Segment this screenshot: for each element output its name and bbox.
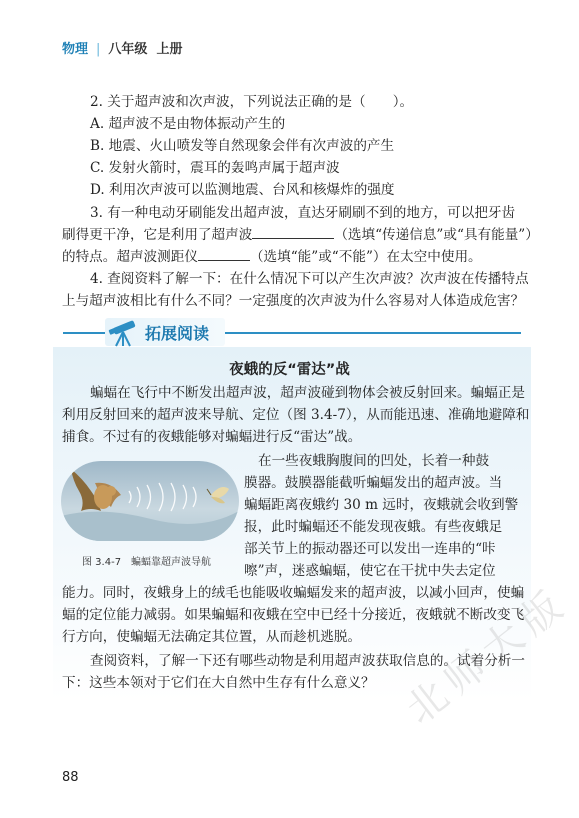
option-d: D. 利用次声波可以监测地震、台风和核爆炸的强度 — [90, 182, 395, 198]
answer-blank-2 — [198, 247, 250, 261]
q3-text-d: （选填“能”或“不能”）在太空中使用。 — [249, 249, 482, 265]
banner-rule-left — [63, 332, 105, 334]
p2-line-4: 报，此时蝙蝠还不能发现夜蛾。有些夜蛾足 — [244, 519, 503, 535]
p2-line-2: 膜器。鼓膜器能截听蝙蝠发出的超声波。当 — [244, 475, 503, 491]
option-a: A. 超声波不是由物体振动产生的 — [90, 116, 286, 132]
p2-line-3: 蝙蝠距离夜蛾约 30 m 远时，夜蛾就会收到警 — [244, 497, 519, 513]
section-label: 拓展阅读 — [145, 324, 210, 343]
p2-line-7: 能力。同时，夜蛾身上的绒毛也能吸收蝙蝠发来的超声波，以减小回声，使蝙 — [62, 585, 525, 601]
subject-label: 物理 — [62, 42, 89, 57]
grade-label: 八年级 — [108, 42, 148, 57]
volume-label: 上册 — [156, 42, 183, 57]
question-3-line-1: 3. 有一种电动牙刷能发出超声波，直达牙刷刷不到的地方，可以把牙齿 — [90, 205, 516, 221]
header-separator: | — [96, 42, 101, 57]
p2-line-8: 蝠的定位能力减弱。如果蝙蝠和夜蛾在空中已经十分接近，夜蛾就不断改变飞 — [62, 607, 525, 623]
figure-caption: 图 3.4-7 蝙蝠靠超声波导航 — [82, 557, 212, 568]
publisher-watermark: 北师大版 — [397, 578, 578, 734]
moth-icon — [207, 487, 229, 503]
option-c: C. 发射火箭时，震耳的轰鸣声属于超声波 — [90, 160, 340, 176]
p3-line-2: 下：这些本领对于它们在大自然中生存有什么意义？ — [62, 675, 375, 691]
bat-icon — [71, 469, 121, 511]
q3-text-b: （选填“传递信息”或“具有能量”） — [334, 227, 539, 243]
bat-ultrasound-illustration — [61, 461, 239, 541]
option-b: B. 地震、火山喷发等自然现象会伴有次声波的产生 — [90, 138, 395, 154]
bat-figure — [61, 461, 239, 541]
p1-line-3: 捕食。不过有的夜蛾能够对蝙蝠进行反“雷达”战。 — [62, 429, 362, 445]
reading-title: 夜蛾的反“雷达”战 — [229, 362, 350, 378]
p3-line-1: 查阅资料，了解一下还有哪些动物是利用超声波获取信息的。试着分析一 — [90, 653, 525, 669]
p2-line-1: 在一些夜蛾胸腹间的凹处，长着一种鼓 — [258, 453, 490, 469]
section-banner — [63, 318, 521, 348]
p2-line-5: 部关节上的振动器还可以发出一连串的“咔 — [244, 541, 496, 557]
telescope-icon — [107, 318, 141, 348]
p1-line-1: 蝙蝠在飞行中不断发出超声波，超声波碰到物体会被反射回来。蝙蝠正是 — [90, 385, 525, 401]
p2-line-6: 嚓”声，迷惑蝙蝠，使它在干扰中失去定位 — [244, 563, 496, 579]
banner-rule-right — [225, 332, 521, 334]
question-3-line-3 — [62, 247, 482, 267]
answer-blank-1 — [252, 225, 334, 239]
question-3-line-2 — [62, 225, 539, 245]
q3-text-c: 的特点。超声波测距仪 — [62, 249, 198, 265]
page-number: 88 — [62, 770, 79, 785]
p2-line-9: 行方向，使蝙蝠无法确定其位置，从而趁机逃脱。 — [62, 629, 362, 645]
page-header — [62, 38, 183, 57]
q3-text-a: 刷得更干净，它是利用了超声波 — [62, 227, 253, 243]
question-4-line-2: 上与超声波相比有什么不同？一定强度的次声波为什么容易对人体造成危害？ — [62, 293, 525, 309]
p1-line-2: 利用反射回来的超声波来导航、定位（图 3.4-7），从而能迅速、准确地避障和 — [62, 407, 530, 423]
question-4-line-1: 4. 查阅资料了解一下：在什么情况下可以产生次声波？次声波在传播特点 — [90, 271, 529, 287]
question-2: 2. 关于超声波和次声波，下列说法正确的是（ ）。 — [90, 94, 414, 110]
